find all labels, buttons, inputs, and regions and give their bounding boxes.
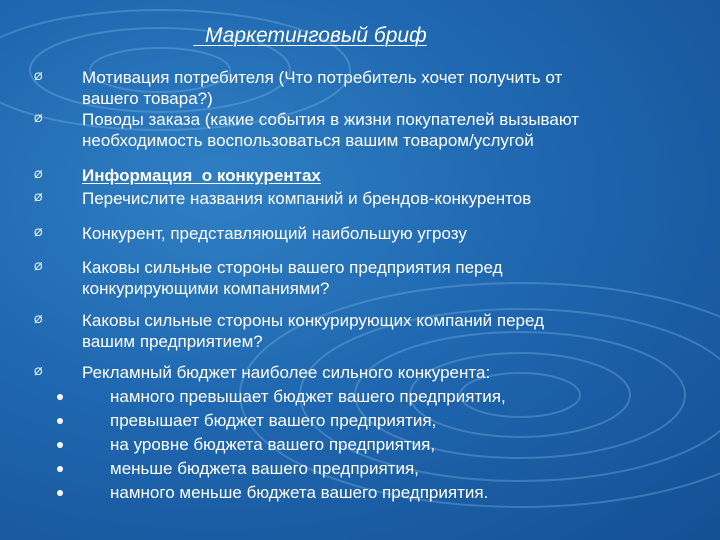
- round-bullet-icon: [57, 418, 63, 424]
- sub-list-text: намного меньше бюджета вашего предприятия.: [110, 483, 489, 502]
- arrow-bullet-icon: Ø: [34, 113, 43, 125]
- bullet-text: Каковы сильные стороны конкурирующих компаний перед вашим предприятием?: [82, 311, 544, 351]
- round-bullet-icon: [57, 442, 63, 448]
- bullet-text: Поводы заказа (какие события в жизни покупателей вызывают необходимость воспользоваться вашим товаром/услугой: [82, 110, 580, 150]
- arrow-bullet-icon: Ø: [34, 169, 43, 181]
- round-bullet-icon: [57, 466, 63, 472]
- arrow-bullet-icon: Ø: [34, 227, 43, 239]
- arrow-bullet-icon: Ø: [34, 314, 43, 326]
- round-bullet-icon: [57, 394, 63, 400]
- arrow-bullet-icon: Ø: [34, 261, 43, 273]
- sub-list-text: меньше бюджета вашего предприятия,: [110, 459, 419, 478]
- bullet-text: Конкурент, представляющий наибольшую угрозу: [82, 224, 467, 243]
- arrow-bullet-icon: Ø: [34, 366, 43, 378]
- bullet-text: Каковы сильные стороны вашего предприятия перед конкурирующими компаниями?: [82, 258, 503, 298]
- sub-list-text: намного превышает бюджет вашего предприятия,: [110, 387, 506, 406]
- bullet-text: Рекламный бюджет наиболее сильного конкурента:: [82, 363, 491, 382]
- arrow-bullet-icon: Ø: [34, 192, 43, 204]
- round-bullet-icon: [57, 490, 63, 496]
- sub-list-text: на уровне бюджета вашего предприятия,: [110, 435, 436, 454]
- arrow-bullet-icon: Ø: [34, 71, 43, 83]
- section-heading: Информация о конкурентах: [82, 166, 321, 185]
- slide-title: Маркетинговый бриф: [193, 24, 427, 47]
- sub-list-text: превышает бюджет вашего предприятия,: [110, 411, 437, 430]
- bullet-text: Мотивация потребителя (Что потребитель хочет получить от вашего товара?): [82, 68, 563, 108]
- bullet-text: Перечислите названия компаний и брендов-конкурентов: [82, 189, 532, 208]
